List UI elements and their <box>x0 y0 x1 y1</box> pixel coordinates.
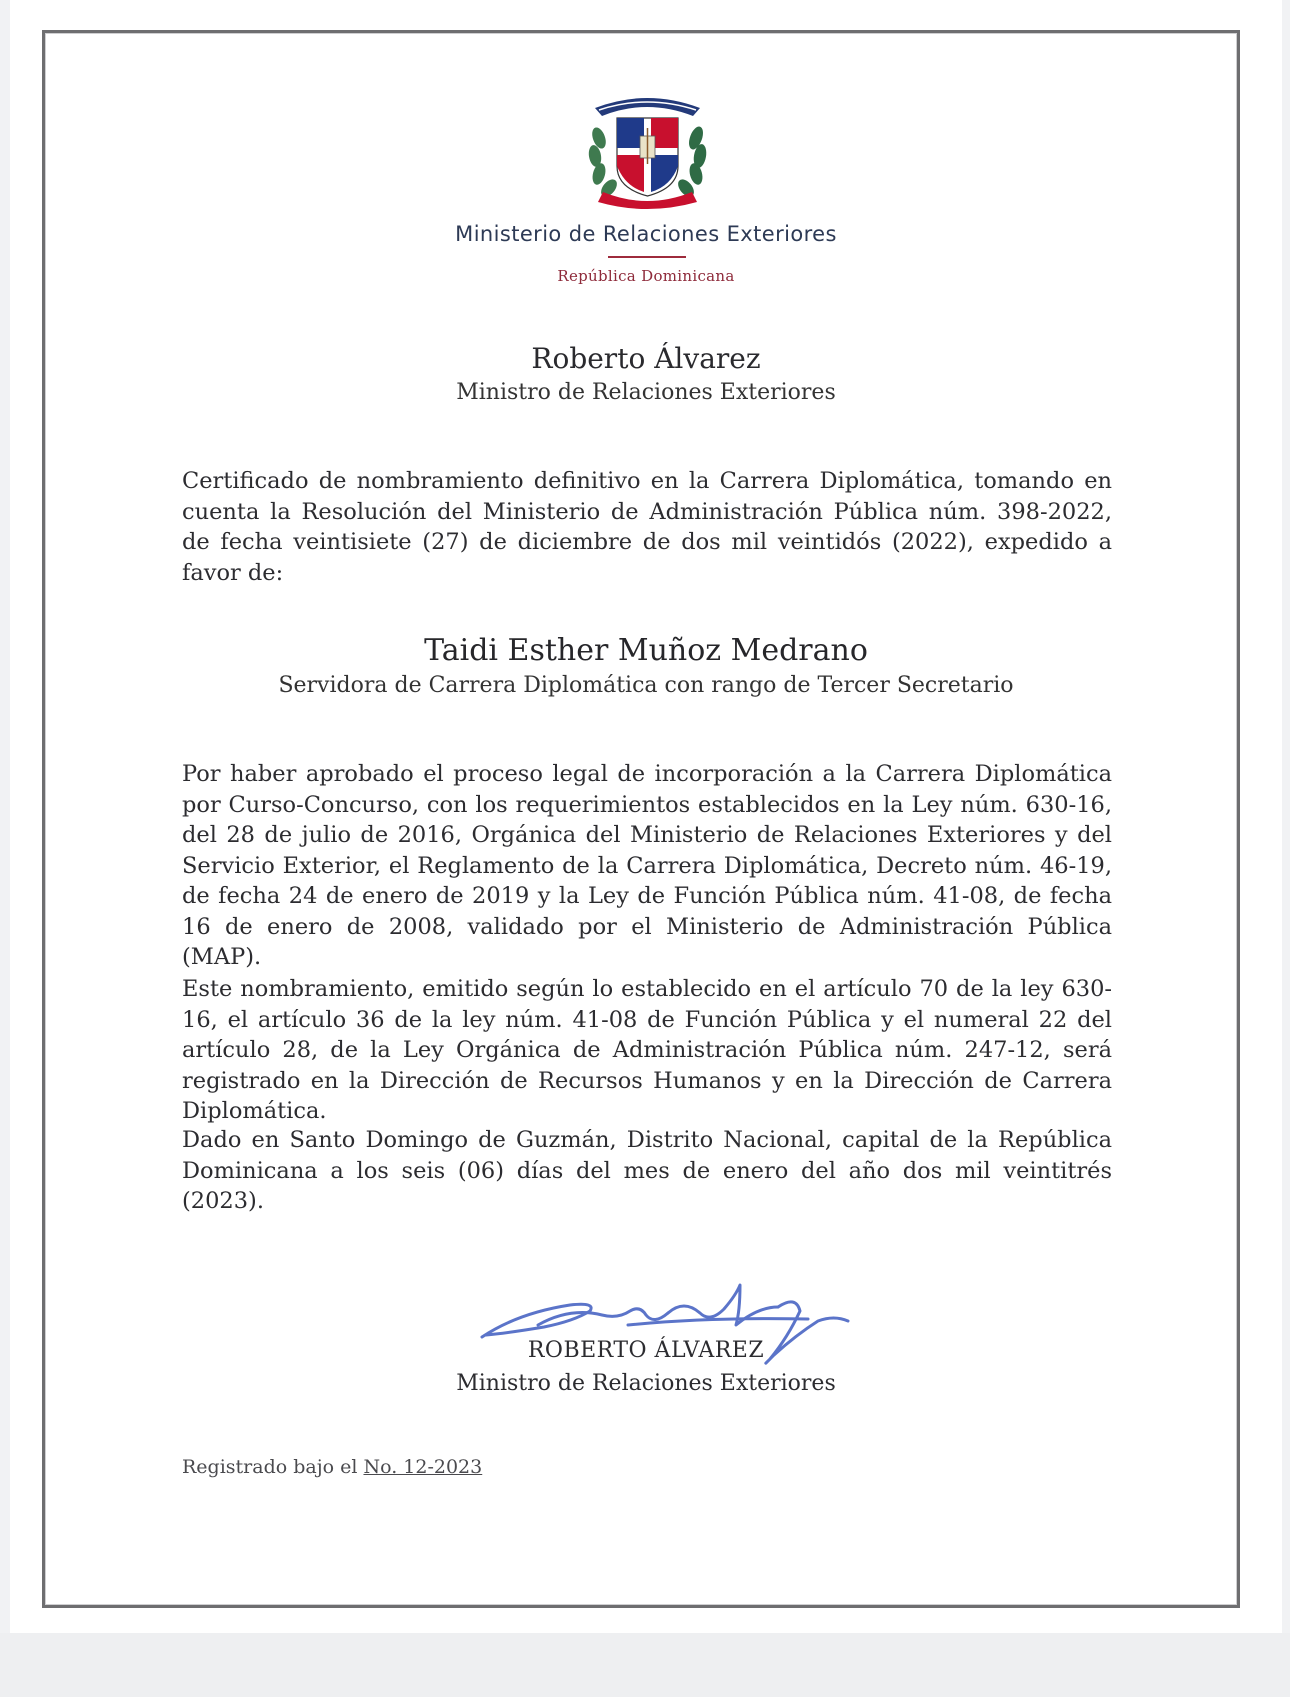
body-paragraph-basis: Por haber aprobado el proceso legal de incorporación a la Carrera Diplomática por Curso-Concurso, con los requerimientos establecidos en la Ley núm. 630-16, del 28 de julio de 2016, Orgánica del Ministerio de Relaciones Exteriores y del Servicio Exterior, el Reglamento de la Carrera Diplomática, Decreto núm. 46-19, de fecha 24 de enero de 2019 y la Ley de Función Pública núm. 41-08, de fecha 16 de enero de 2008, validado por el Ministerio de Administración Pública (MAP). <box>182 761 1112 970</box>
registry-line <box>182 1456 482 1478</box>
body-paragraph-registration: Este nombramiento, emitido según lo establecido en el artículo 70 de la ley 630-16, el artículo 36 de la ley núm. 41-08 de Función Pública y el numeral 22 del artículo 28, de la Ley Orgánica de Administración Pública núm. 247-12, será registrado en la Dirección de Recursos Humanos y en la Dirección de Carrera Diplomática. <box>182 976 1112 1124</box>
signatory-name: ROBERTO ÁLVAREZ <box>527 1338 765 1363</box>
intro-paragraph: Certificado de nombramiento definitivo en la Carrera Diplomática, tomando en cuenta la Resolución del Ministerio de Administración Pública núm. 398-2022, de fecha veintisiete (27) de diciembre de dos mil veintidós (2022), expedido a favor de: <box>182 468 1112 586</box>
signatory-title: Ministro de Relaciones Exteriores <box>456 1371 836 1396</box>
honoree-rank: Servidora de Carrera Diplomática con rango de Tercer Secretario <box>278 673 1014 698</box>
certificate-page <box>10 0 1282 1633</box>
registry-number: No. 12-2023 <box>363 1456 483 1478</box>
body-paragraph-given: Dado en Santo Domingo de Guzmán, Distrito Nacional, capital de la República Dominicana a los seis (06) días del mes de enero del año dos mil veintitrés (2023). <box>182 1127 1112 1214</box>
page-bottom-margin <box>0 1633 1290 1697</box>
registry-label: Registrado bajo el <box>182 1456 358 1478</box>
dominican-coat-of-arms-icon <box>585 88 710 213</box>
issuer-title: Ministro de Relaciones Exteriores <box>456 380 836 405</box>
honoree-name: Taidi Esther Muñoz Medrano <box>424 633 868 668</box>
country-subheading: República Dominicana <box>557 267 735 285</box>
ministry-heading: Ministerio de Relaciones Exteriores <box>455 222 837 246</box>
heading-divider <box>608 256 686 258</box>
issuer-name: Roberto Álvarez <box>531 342 761 375</box>
